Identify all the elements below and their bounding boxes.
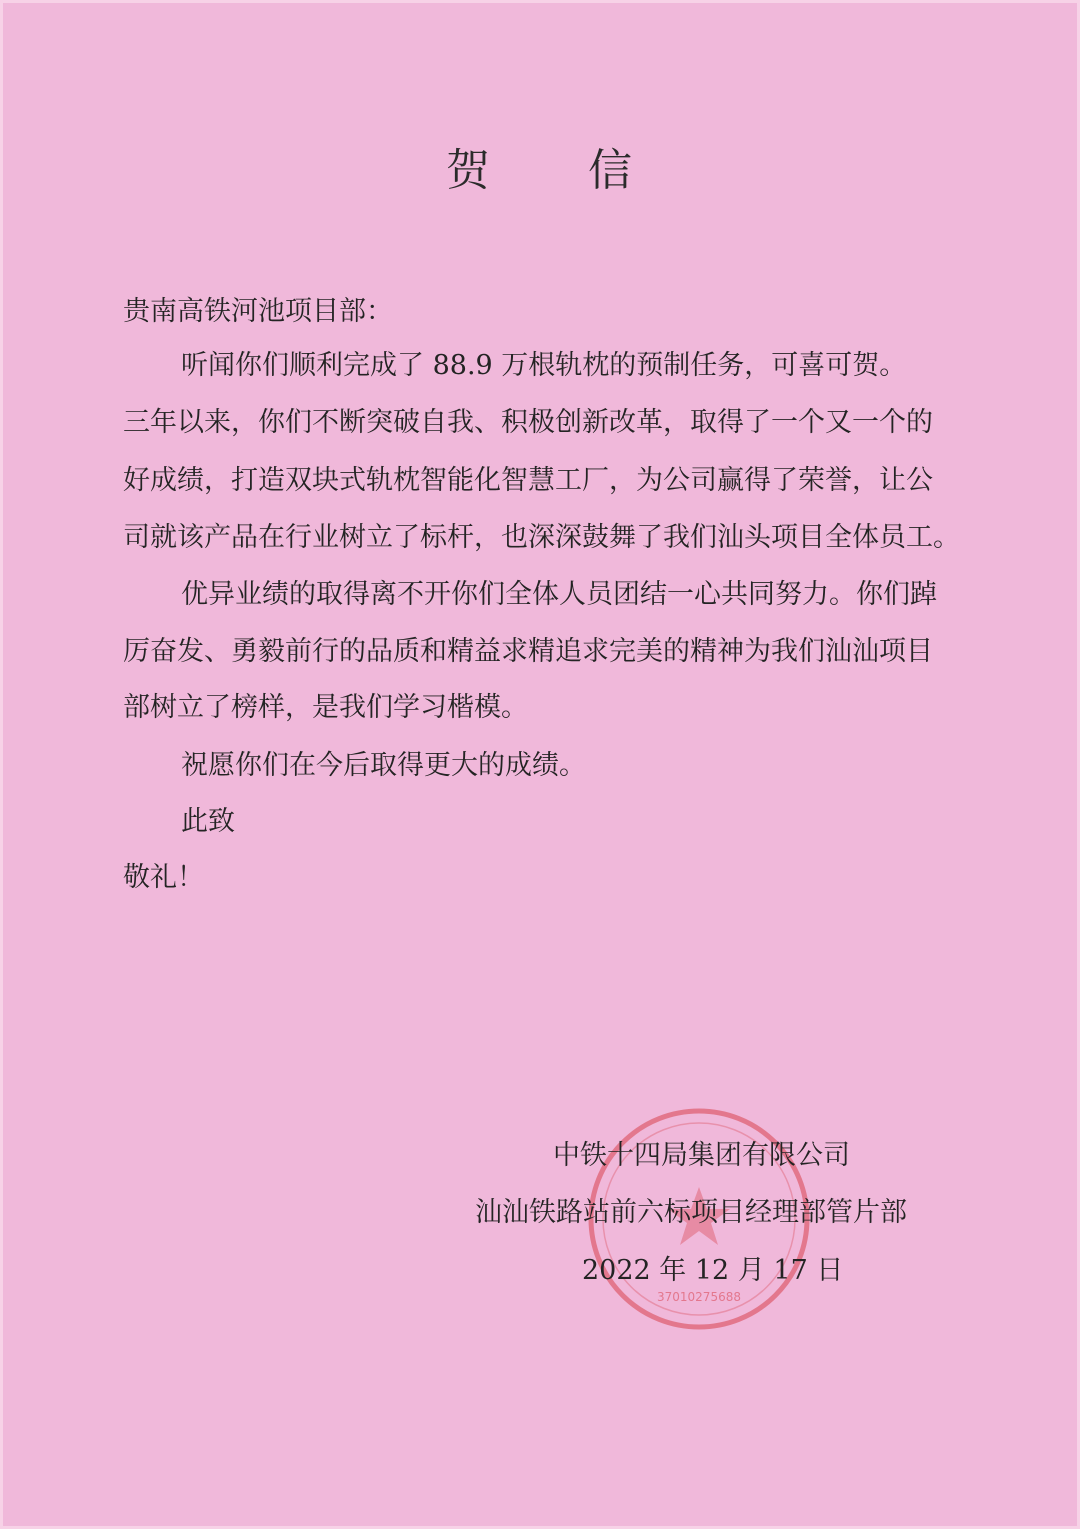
- title-char-1: 贺: [446, 145, 492, 196]
- paragraph-1-line-2: 三年以来，你们不断突破自我、积极创新改革，取得了一个又一个的: [123, 407, 933, 438]
- paragraph-2-line-2: 厉奋发、勇毅前行的品质和精益求精追求完美的精神为我们汕汕项目: [123, 636, 933, 667]
- signature-date: 2022 年 12 月 17 日: [582, 1255, 844, 1286]
- paragraph-2-line-3: 部树立了榜样，是我们学习楷模。: [123, 692, 528, 723]
- signature-org-2: 汕汕铁路站前六标项目经理部管片部: [475, 1197, 907, 1228]
- closing-line-2: 敬礼！: [123, 862, 204, 893]
- closing-line-1: 此致: [181, 806, 235, 837]
- signature-org-1: 中铁十四局集团有限公司: [553, 1140, 850, 1171]
- title-char-2: 信: [588, 145, 634, 196]
- paragraph-2-line-1: 优异业绩的取得离不开你们全体人员团结一心共同努力。你们踔: [181, 579, 937, 610]
- letter-title: [0, 134, 1080, 198]
- paragraph-1-line-4: 司就该产品在行业树立了标杆，也深深鼓舞了我们汕头项目全体员工。: [123, 522, 960, 553]
- salutation: 贵南高铁河池项目部：: [123, 296, 393, 327]
- paragraph-1-line-3: 好成绩，打造双块式轨枕智能化智慧工厂，为公司赢得了荣誉，让公: [123, 465, 933, 496]
- seal-number: 37010275688: [657, 1290, 741, 1304]
- paragraph-1-line-1: 听闻你们顺利完成了 88.9 万根轨枕的预制任务，可喜可贺。: [181, 350, 907, 381]
- paragraph-3: 祝愿你们在今后取得更大的成绩。: [181, 750, 586, 781]
